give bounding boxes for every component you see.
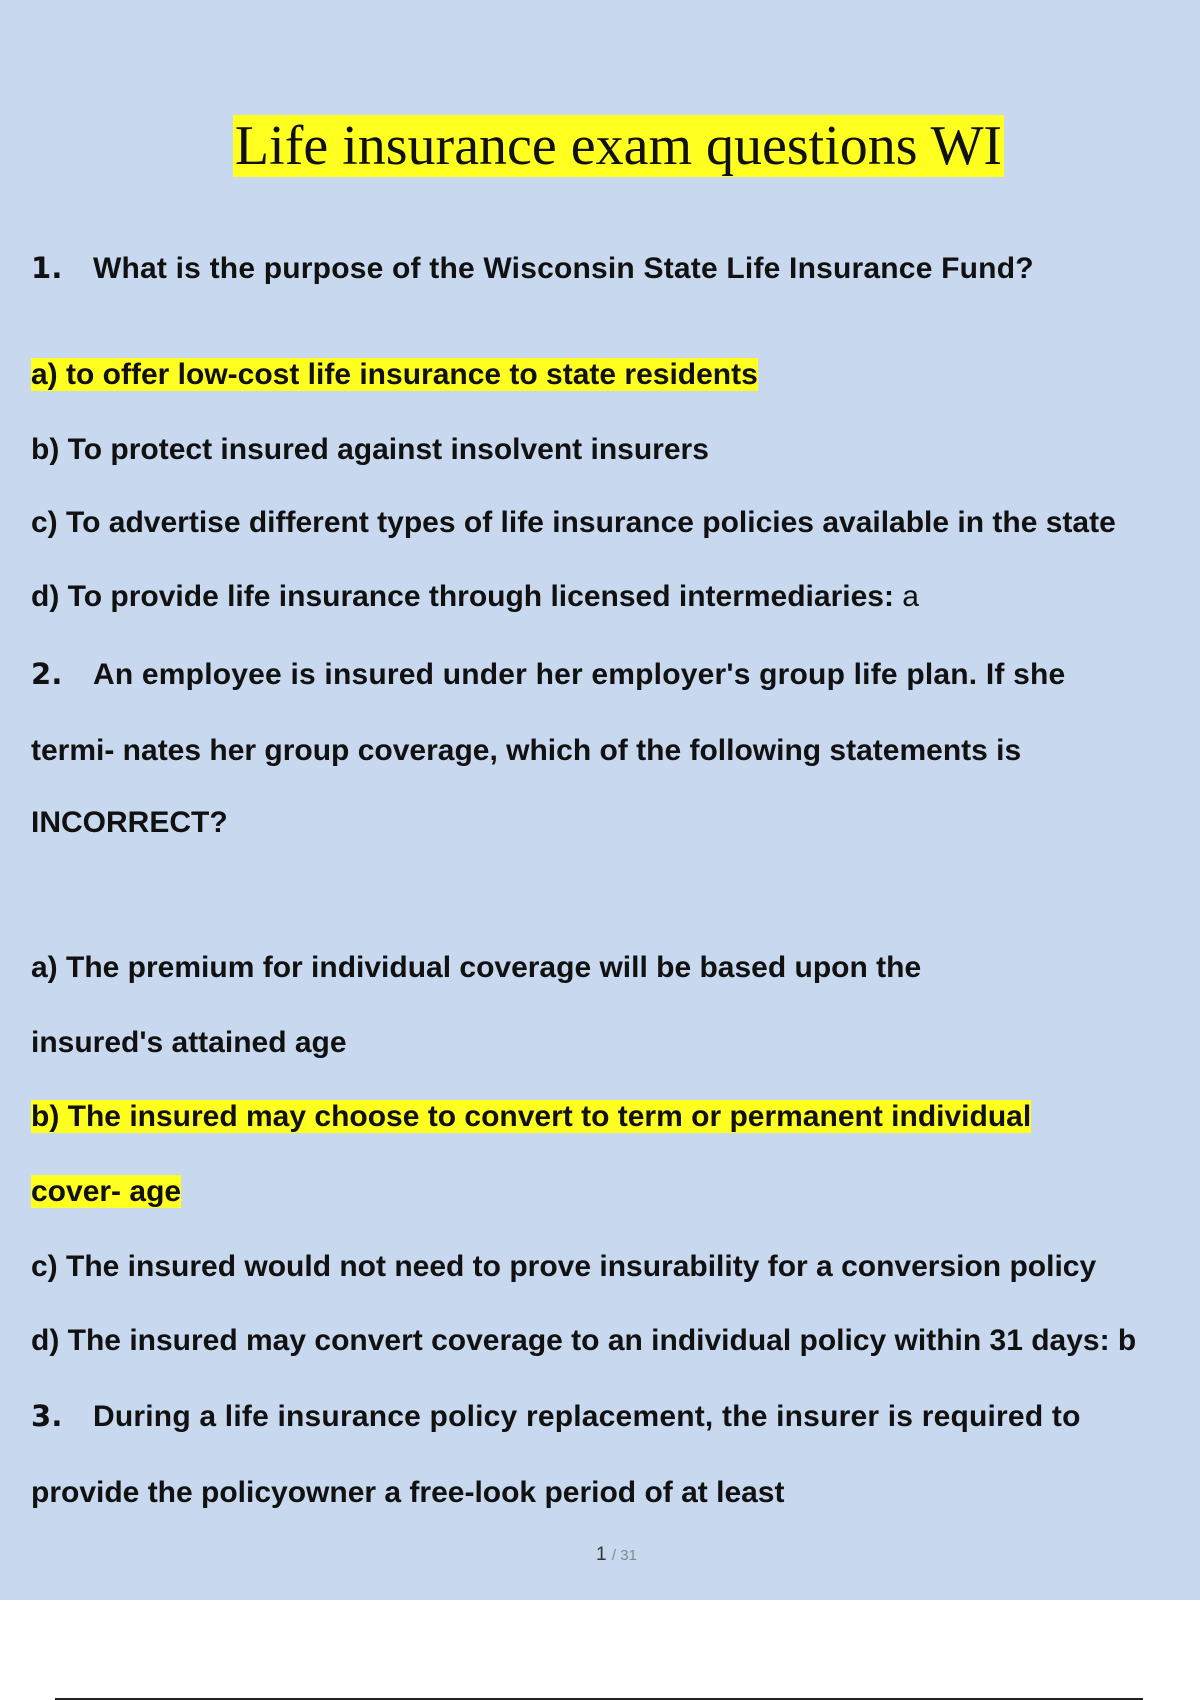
question-1-option-c-text: c) To advertise different types of life insurance policies available in the state	[31, 506, 1116, 539]
question-1-answer: a	[893, 580, 919, 613]
question-2-option-d	[31, 1322, 1136, 1360]
page-total: / 31	[611, 1547, 637, 1564]
question-2-option-b-cont	[31, 1173, 181, 1211]
question-3-text-line-1: During a life insurance policy replacement, the insurer is required to	[93, 1400, 1081, 1433]
question-1	[31, 249, 1034, 288]
document-title-text: Life insurance exam questions WI	[234, 115, 1003, 177]
question-2-text-line-2-text: termi- nates her group coverage, which of the following statements is	[31, 734, 1022, 767]
question-2-option-a-line-1: a) The premium for individual coverage will be based upon the	[31, 951, 922, 984]
page-current: 1	[596, 1544, 607, 1565]
question-2-option-d-text: d) The insured may convert coverage to an individual policy within 31 days: b	[31, 1324, 1137, 1357]
question-2-option-c	[31, 1248, 1096, 1286]
question-2-option-b-line-1: b) The insured may choose to convert to term or permanent individual	[31, 1100, 1032, 1133]
question-2-text-line-2	[31, 732, 1021, 770]
question-2-text-line-3	[31, 804, 228, 842]
question-2-option-b-line-2: cover- age	[31, 1175, 182, 1208]
question-1-option-d	[31, 578, 919, 616]
question-3-number: 3.	[31, 1399, 63, 1433]
question-2-text-line-3-text: INCORRECT?	[31, 806, 228, 839]
question-2-number: 2.	[31, 657, 63, 691]
page-indicator	[0, 1544, 1200, 1566]
question-1-number: 1.	[31, 251, 63, 285]
question-1-text: What is the purpose of the Wisconsin State Life Insurance Fund?	[93, 252, 1034, 285]
question-2-option-a	[31, 949, 921, 987]
question-2-option-a-cont	[31, 1024, 347, 1062]
question-1-option-a-text: a) to offer low-cost life insurance to state residents	[31, 358, 758, 391]
question-2-option-c-text: c) The insured would not need to prove insurability for a conversion policy	[31, 1250, 1097, 1283]
question-3-text-line-2-text: provide the policyowner a free-look period of at least	[31, 1476, 785, 1509]
question-2-text-line-1: An employee is insured under her employer's group life plan. If she	[93, 658, 1066, 691]
document-title	[0, 113, 1200, 179]
question-2-option-b	[31, 1098, 1031, 1136]
question-3	[31, 1397, 1081, 1436]
question-3-text-line-2	[31, 1474, 785, 1512]
question-2-option-a-line-2: insured's attained age	[31, 1026, 347, 1059]
question-1-option-b-text: b) To protect insured against insolvent insurers	[31, 433, 709, 466]
question-1-option-c	[31, 504, 1116, 542]
question-1-option-a	[31, 356, 758, 394]
question-1-option-b	[31, 431, 709, 469]
question-2	[31, 655, 1065, 694]
question-1-option-d-text: d) To provide life insurance through licensed intermediaries:	[31, 580, 894, 613]
